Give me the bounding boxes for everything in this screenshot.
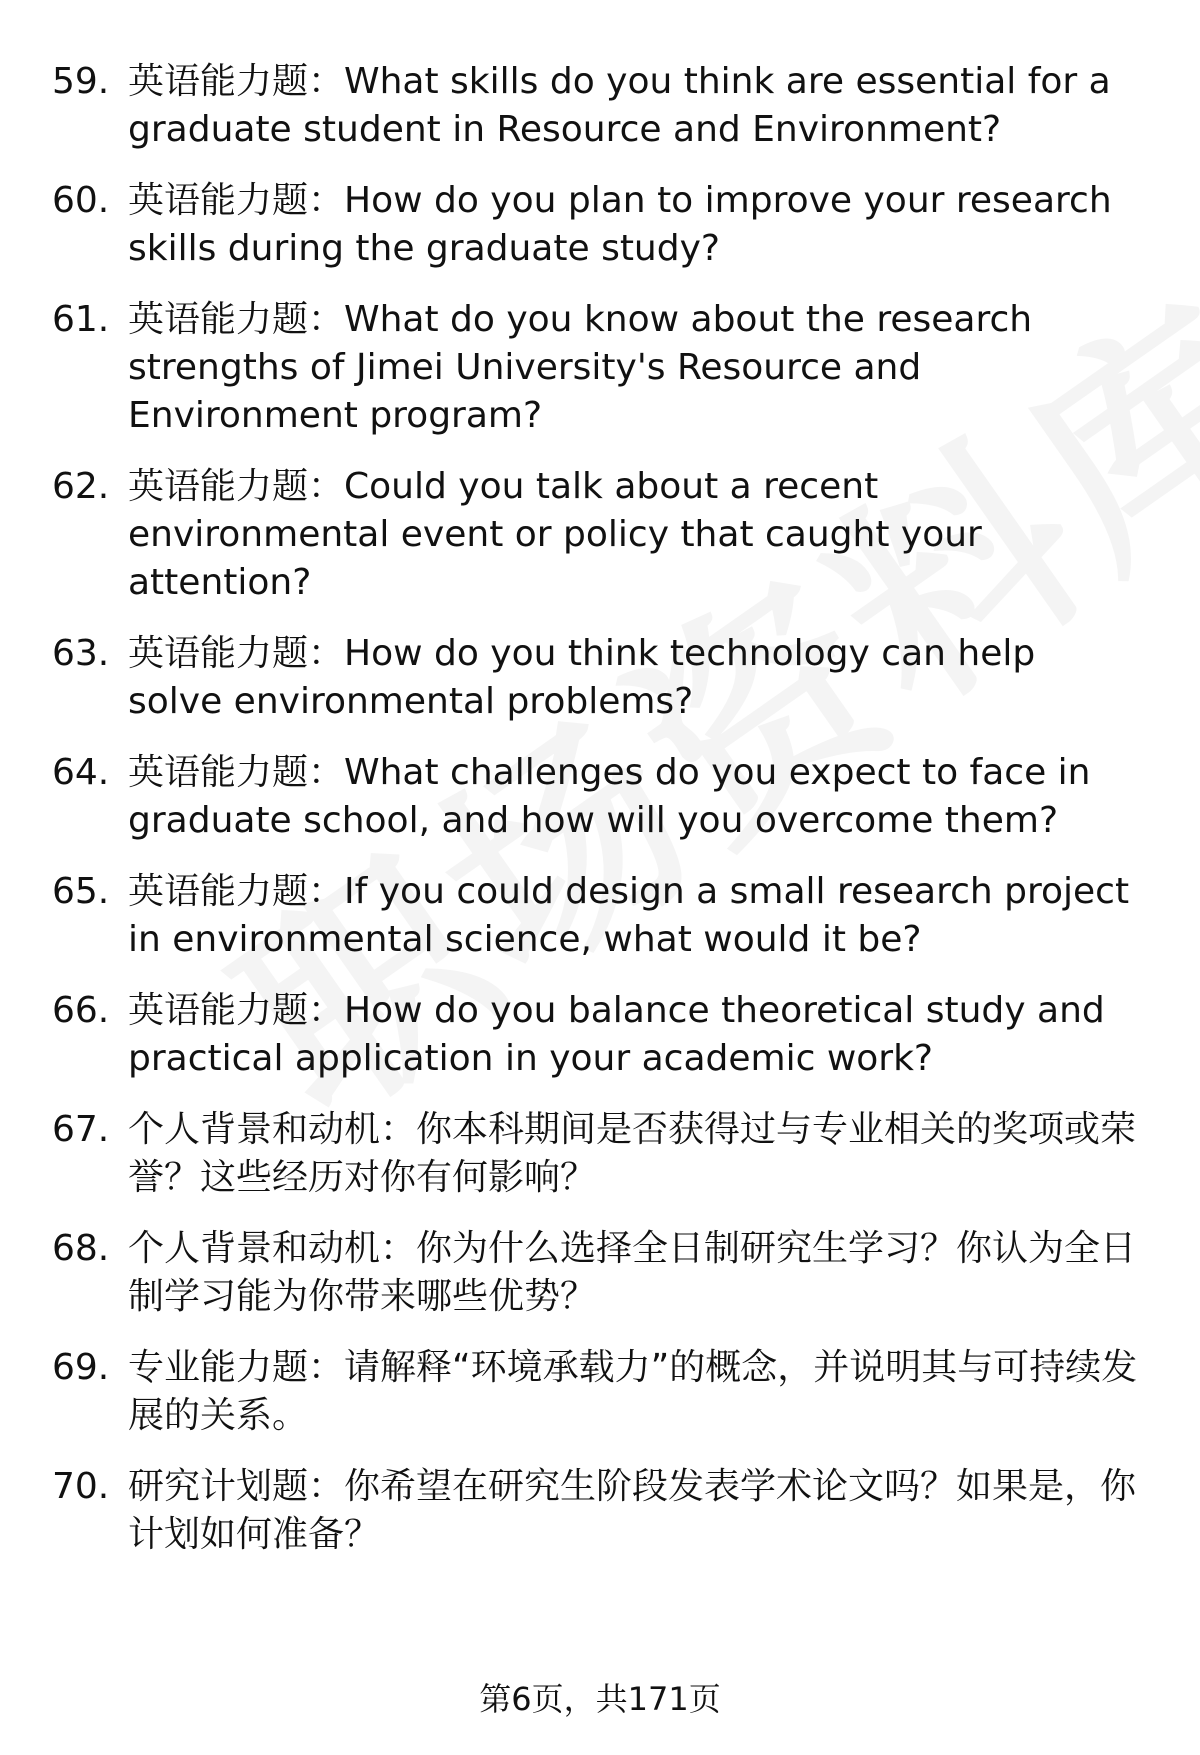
- question-text: 英语能力题：Could you talk about a recent environmental event or policy that caught your attention?: [128, 466, 982, 603]
- question-item: [0, 463, 1200, 607]
- question-text: 英语能力题：What skills do you think are essential for a graduate student in Resource and Environment?: [128, 61, 1111, 150]
- question-number: 70.: [52, 1466, 110, 1507]
- question-number: 64.: [52, 752, 110, 793]
- question-number: 62.: [52, 466, 110, 507]
- question-item: [0, 1106, 1200, 1202]
- question-number: 63.: [52, 633, 110, 674]
- question-text: 英语能力题：How do you balance theoretical study and practical application in your academic work?: [128, 990, 1105, 1079]
- question-item: [0, 1225, 1200, 1321]
- question-text: 个人背景和动机：你为什么选择全日制研究生学习？你认为全日制学习能为你带来哪些优势？: [128, 1228, 1137, 1317]
- question-item: [0, 987, 1200, 1083]
- question-number: 65.: [52, 871, 110, 912]
- question-text: 个人背景和动机：你本科期间是否获得过与专业相关的奖项或荣誉？这些经历对你有何影响？: [128, 1109, 1137, 1198]
- question-item: [0, 177, 1200, 273]
- question-list: [0, 58, 1200, 1582]
- question-number: 59.: [52, 61, 110, 102]
- question-item: [0, 868, 1200, 964]
- question-text: 英语能力题：What challenges do you expect to face in graduate school, and how will you overcome them?: [128, 752, 1091, 841]
- question-text: 专业能力题：请解释“环境承载力”的概念，并说明其与可持续发展的关系。: [128, 1347, 1138, 1436]
- question-text: 英语能力题：If you could design a small research project in environmental science, what would it be?: [128, 871, 1130, 960]
- page-footer: 第6页，共171页: [479, 1680, 721, 1718]
- question-item: [0, 630, 1200, 726]
- question-text: 英语能力题：What do you know about the research strengths of Jimei University's Resource and Environment program?: [128, 299, 1033, 436]
- question-number: 60.: [52, 180, 110, 221]
- question-number: 61.: [52, 299, 110, 340]
- question-text: 英语能力题：How do you plan to improve your research skills during the graduate study?: [128, 180, 1112, 269]
- question-item: [0, 1344, 1200, 1440]
- question-text: 研究计划题：你希望在研究生阶段发表学术论文吗？如果是，你计划如何准备？: [128, 1466, 1137, 1555]
- question-item: [0, 296, 1200, 440]
- question-number: 66.: [52, 990, 110, 1031]
- question-text: 英语能力题：How do you think technology can help solve environmental problems?: [128, 633, 1036, 722]
- question-number: 69.: [52, 1347, 110, 1388]
- question-item: [0, 58, 1200, 154]
- question-number: 68.: [52, 1228, 110, 1269]
- question-item: [0, 1463, 1200, 1559]
- question-item: [0, 749, 1200, 845]
- question-number: 67.: [52, 1109, 110, 1150]
